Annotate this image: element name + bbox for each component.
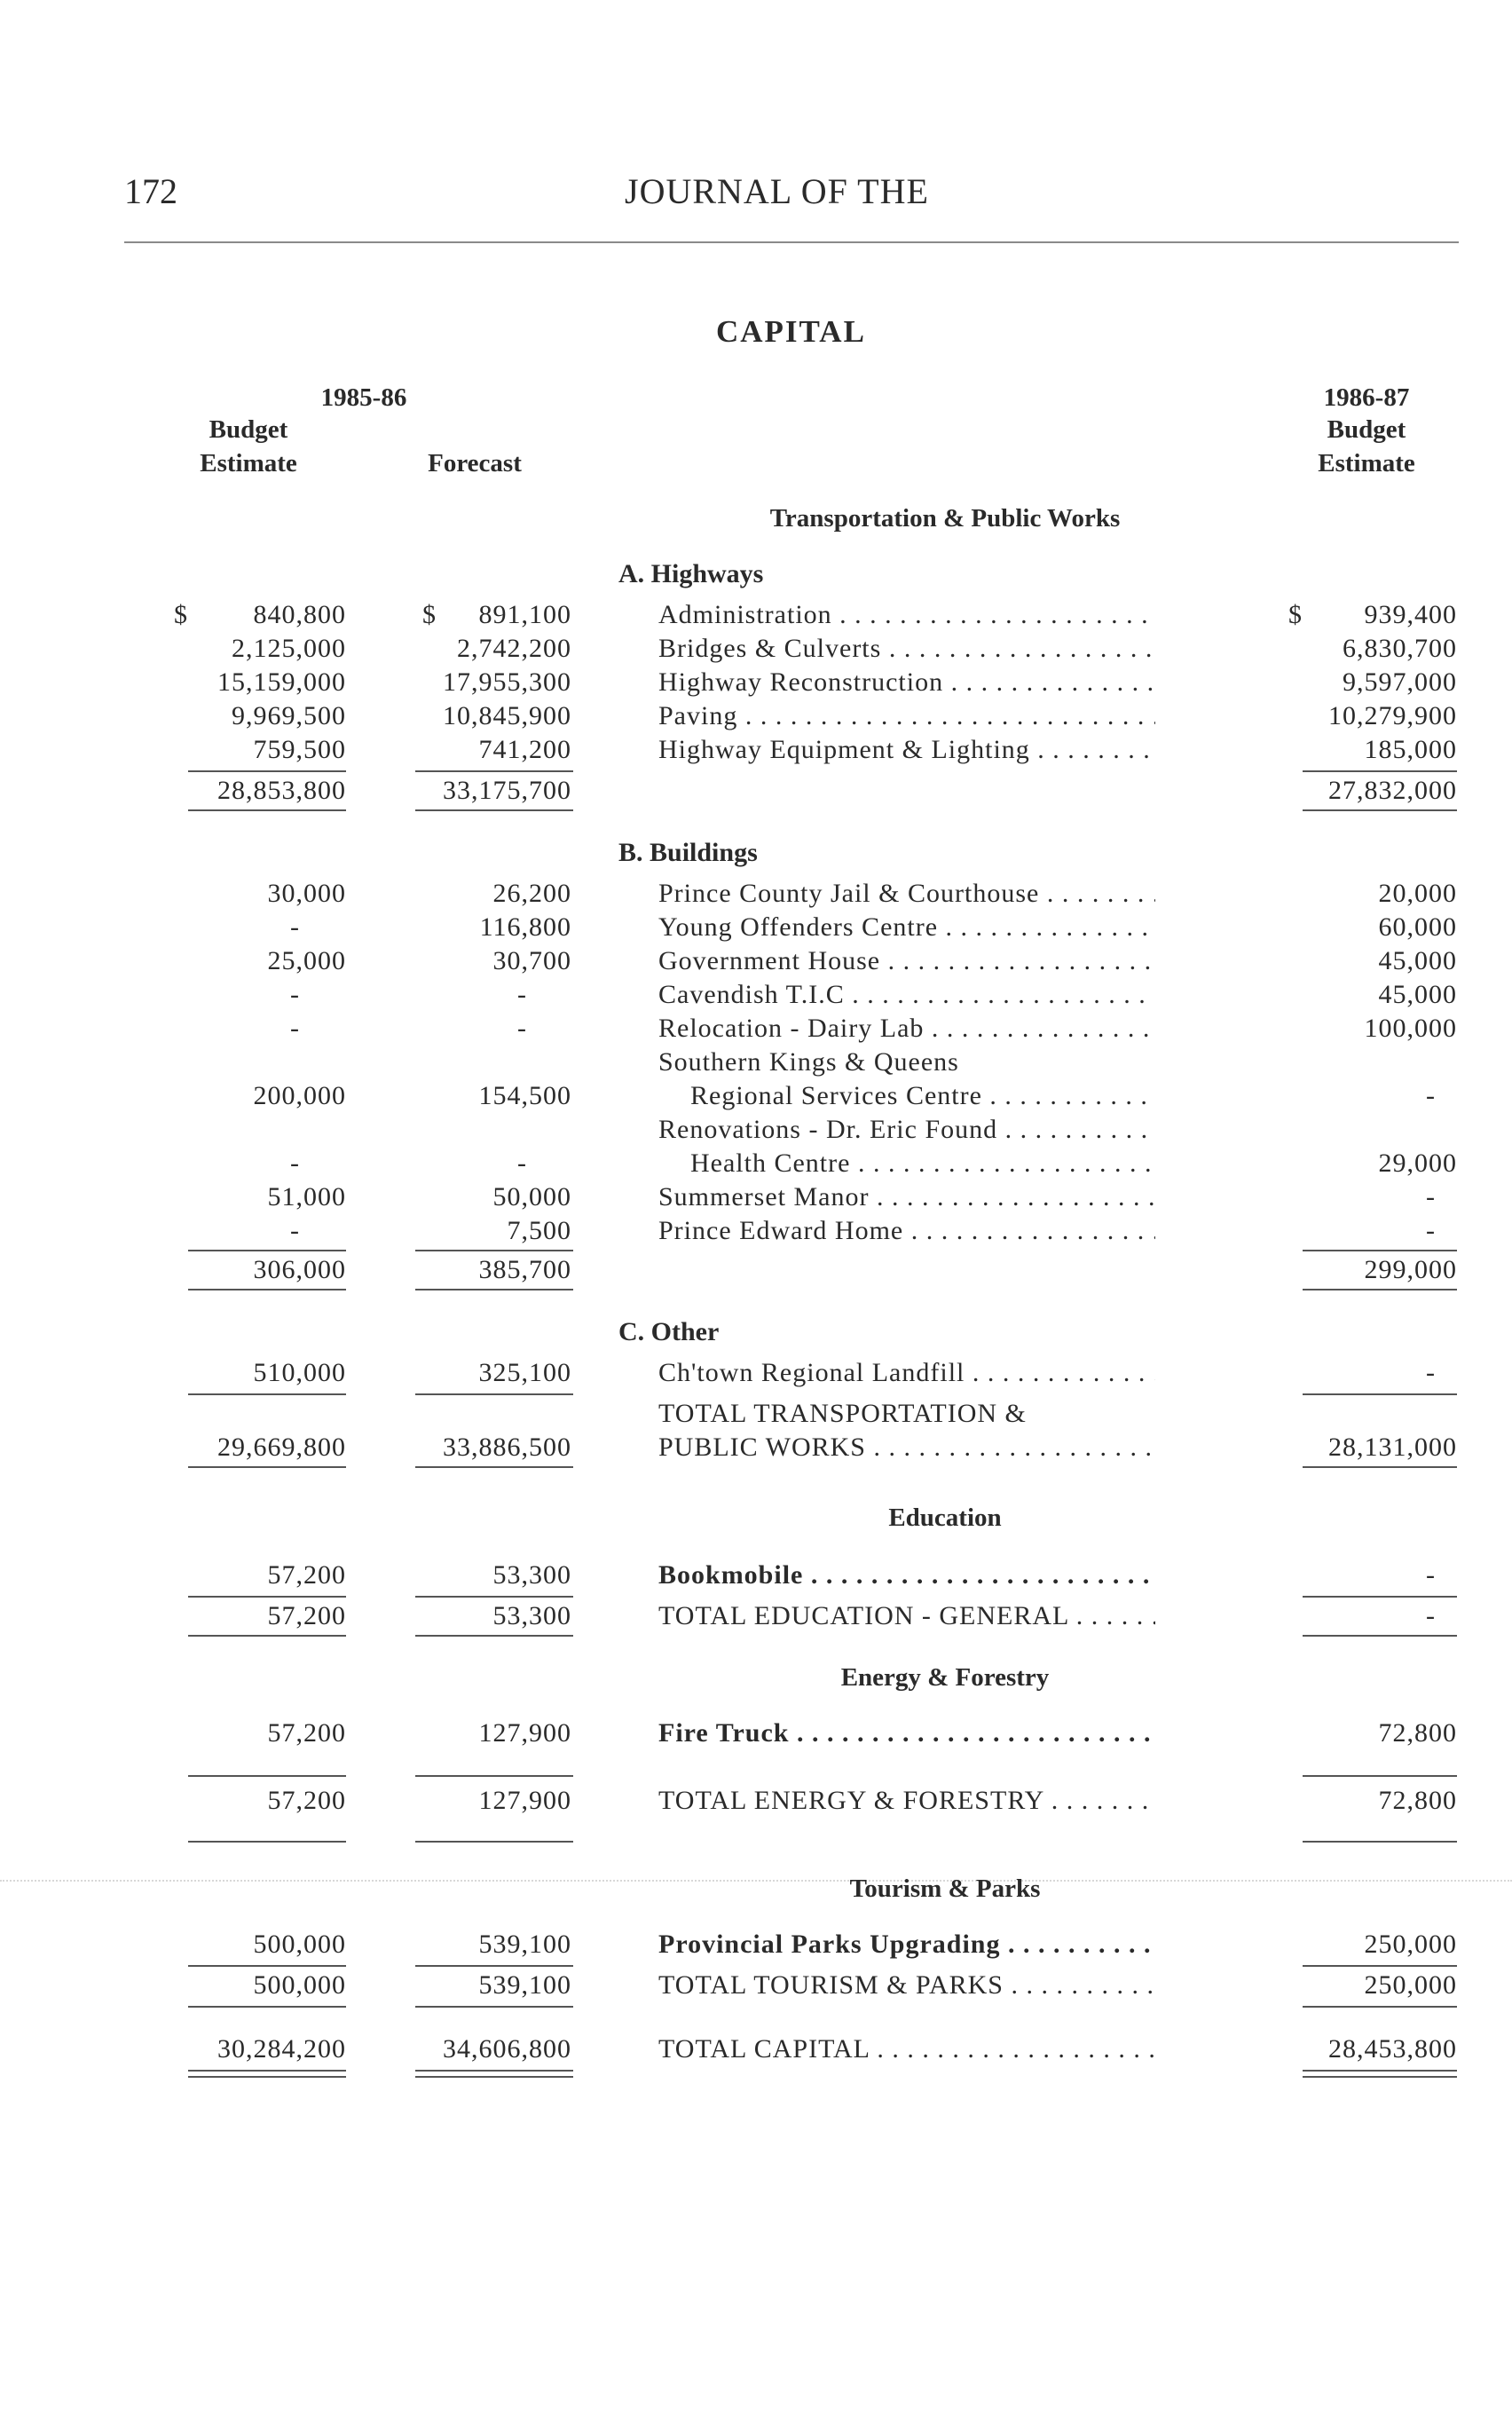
- total-rule: [1303, 2006, 1457, 2008]
- double-rule: [188, 2070, 346, 2072]
- cell-estimate-1985: 15,159,000: [217, 667, 346, 697]
- energy-total-1985: 57,200: [267, 1786, 346, 1815]
- row-label: Bridges & Culverts . . .: [658, 634, 1155, 671]
- transportation-total-1985: 29,669,800: [217, 1432, 346, 1462]
- total-rule: [188, 809, 346, 811]
- cell-estimate-1985: 500,000: [253, 1930, 346, 1959]
- transportation-total-label-line1: TOTAL TRANSPORTATION &: [658, 1399, 1027, 1428]
- cell-estimate-1986: 45,000: [1378, 980, 1457, 1009]
- column-year-1986: 1986-87: [1323, 383, 1410, 412]
- column-estimate-1985: Estimate: [200, 449, 297, 477]
- cell-forecast: 30,700: [492, 946, 571, 975]
- highways-total-1986: 27,832,000: [1328, 776, 1457, 805]
- cell-estimate-1985: 200,000: [253, 1081, 346, 1110]
- row-label: Fire Truck . . .: [658, 1718, 1155, 1756]
- subtotal-rule: [188, 1965, 346, 1967]
- cell-estimate-1985: -: [290, 1148, 300, 1178]
- total-rule: [415, 809, 573, 811]
- cell-estimate-1985: -: [290, 912, 300, 942]
- row-label: Summerset Manor . . .: [658, 1182, 1155, 1219]
- cell-estimate-1986: 939,400: [1364, 600, 1457, 629]
- transportation-total-forecast: 33,886,500: [443, 1432, 571, 1462]
- grand-total-forecast: 34,606,800: [443, 2034, 571, 2064]
- cell-estimate-1986: 20,000: [1378, 879, 1457, 908]
- row-label-line1: Renovations - Dr. Eric Found . . .: [658, 1115, 1155, 1152]
- subtotal-rule: [1303, 1596, 1457, 1598]
- row-label: Provincial Parks Upgrading . . .: [658, 1930, 1155, 1967]
- energy-total-forecast: 127,900: [478, 1786, 571, 1815]
- section-tourism-heading: Tourism & Parks: [849, 1874, 1041, 1903]
- subtotal-rule: [415, 1596, 573, 1598]
- column-forecast: Forecast: [428, 449, 522, 477]
- row-label: Young Offenders Centre . . .: [658, 912, 1155, 950]
- dollar-sign: $: [1288, 600, 1302, 629]
- dollar-sign: $: [174, 600, 187, 629]
- subtotal-rule: [1303, 1250, 1457, 1251]
- cell-estimate-1985: 25,000: [267, 946, 346, 975]
- subtotal-rule: [415, 1393, 573, 1395]
- cell-estimate-1986: 72,800: [1378, 1718, 1457, 1748]
- cell-estimate-1985: 30,000: [267, 879, 346, 908]
- education-total-1985: 57,200: [267, 1601, 346, 1630]
- highways-total-1985: 28,853,800: [217, 776, 346, 805]
- grand-total-1986: 28,453,800: [1328, 2034, 1457, 2064]
- subtotal-rule: [1303, 1775, 1457, 1777]
- page-title: CAPITAL: [716, 314, 866, 349]
- cell-forecast: -: [517, 980, 527, 1009]
- row-label: Highway Reconstruction . . .: [658, 667, 1155, 705]
- total-rule: [1303, 1289, 1457, 1290]
- cell-estimate-1985: 51,000: [267, 1182, 346, 1212]
- grand-total-1985: 30,284,200: [217, 2034, 346, 2064]
- page-number: 172: [124, 171, 177, 211]
- cell-estimate-1986: 250,000: [1364, 1930, 1457, 1959]
- cell-estimate-1985: 510,000: [253, 1358, 346, 1387]
- subtotal-rule: [188, 1250, 346, 1251]
- buildings-total-1986: 299,000: [1364, 1255, 1457, 1284]
- column-budget-1985: Budget: [209, 415, 288, 444]
- double-rule: [1303, 2070, 1457, 2072]
- dollar-sign: $: [422, 600, 436, 629]
- cell-estimate-1986: 10,279,900: [1328, 701, 1457, 730]
- cell-estimate-1986: -: [1426, 1182, 1436, 1212]
- total-rule: [415, 1289, 573, 1290]
- cell-forecast: 7,500: [507, 1216, 571, 1245]
- cell-forecast: 891,100: [478, 600, 571, 629]
- total-rule: [415, 1466, 573, 1468]
- buildings-total-forecast: 385,700: [478, 1255, 571, 1284]
- double-rule: [415, 2070, 573, 2072]
- cell-forecast: -: [517, 1014, 527, 1043]
- subtotal-rule: [415, 1775, 573, 1777]
- column-budget-1986: Budget: [1327, 415, 1406, 444]
- tourism-total-forecast: 539,100: [478, 1970, 571, 2000]
- cell-estimate-1986: 45,000: [1378, 946, 1457, 975]
- cell-estimate-1985: 759,500: [253, 735, 346, 764]
- education-total-label: TOTAL EDUCATION - GENERAL . . .: [658, 1601, 1155, 1638]
- header-rule: [124, 241, 1459, 243]
- row-label: Government House . . .: [658, 946, 1155, 983]
- row-label: Administration . . .: [658, 600, 1155, 637]
- subtotal-rule: [415, 1250, 573, 1251]
- education-total-forecast: 53,300: [492, 1601, 571, 1630]
- double-rule: [1303, 2076, 1457, 2078]
- tourism-total-1986: 250,000: [1364, 1970, 1457, 2000]
- subtotal-rule: [415, 1965, 573, 1967]
- energy-total-label: TOTAL ENERGY & FORESTRY . . .: [658, 1786, 1155, 1823]
- running-title: JOURNAL OF THE: [625, 171, 929, 211]
- row-label: Prince Edward Home . . .: [658, 1216, 1155, 1253]
- row-label: Paving . . .: [658, 701, 1155, 738]
- cell-estimate-1986: 6,830,700: [1343, 634, 1457, 663]
- total-rule: [415, 1841, 573, 1843]
- energy-total-1986: 72,800: [1378, 1786, 1457, 1815]
- total-rule: [1303, 809, 1457, 811]
- subtotal-rule: [1303, 1965, 1457, 1967]
- cell-estimate-1985: -: [290, 980, 300, 1009]
- subtotal-rule: [1303, 770, 1457, 772]
- cell-estimate-1986: 60,000: [1378, 912, 1457, 942]
- cell-estimate-1986: 100,000: [1364, 1014, 1457, 1043]
- total-rule: [1303, 1466, 1457, 1468]
- total-rule: [415, 1635, 573, 1637]
- tourism-total-1985: 500,000: [253, 1970, 346, 2000]
- cell-estimate-1985: -: [290, 1014, 300, 1043]
- subtotal-rule: [188, 1775, 346, 1777]
- total-rule: [415, 2006, 573, 2008]
- transportation-total-1986: 28,131,000: [1328, 1432, 1457, 1462]
- subsection-buildings: B. Buildings: [618, 838, 758, 867]
- row-label: Health Centre . . .: [690, 1148, 1155, 1186]
- section-education-heading: Education: [888, 1504, 1002, 1532]
- cell-estimate-1986: 185,000: [1364, 735, 1457, 764]
- subtotal-rule: [415, 770, 573, 772]
- subsection-other: C. Other: [618, 1317, 720, 1346]
- cell-estimate-1985: -: [290, 1216, 300, 1245]
- total-rule: [188, 1466, 346, 1468]
- total-rule: [1303, 1841, 1457, 1843]
- section-transportation-heading: Transportation & Public Works: [769, 504, 1121, 533]
- cell-estimate-1986: 9,597,000: [1343, 667, 1457, 697]
- double-rule: [415, 2076, 573, 2078]
- education-total-1986: -: [1426, 1601, 1436, 1630]
- double-rule: [188, 2076, 346, 2078]
- row-label: Regional Services Centre . . .: [690, 1081, 1155, 1118]
- row-label-line1: Southern Kings & Queens: [658, 1047, 959, 1077]
- cell-forecast: 127,900: [478, 1718, 571, 1748]
- cell-forecast: 2,742,200: [457, 634, 571, 663]
- total-rule: [188, 2006, 346, 2008]
- total-rule: [1303, 1635, 1457, 1637]
- tourism-total-label: TOTAL TOURISM & PARKS . . .: [658, 1970, 1155, 2008]
- cell-estimate-1985: 9,969,500: [232, 701, 346, 730]
- cell-estimate-1985: 840,800: [253, 600, 346, 629]
- total-rule: [188, 1635, 346, 1637]
- cell-estimate-1986: 29,000: [1378, 1148, 1457, 1178]
- cell-forecast: 17,955,300: [443, 667, 571, 697]
- buildings-total-1985: 306,000: [253, 1255, 346, 1284]
- row-label: Highway Equipment & Lighting . . .: [658, 735, 1155, 772]
- cell-forecast: -: [517, 1148, 527, 1178]
- subsection-highways: A. Highways: [618, 559, 764, 588]
- subtotal-rule: [188, 770, 346, 772]
- cell-forecast: 154,500: [478, 1081, 571, 1110]
- cell-forecast: 10,845,900: [443, 701, 571, 730]
- cell-forecast: 325,100: [478, 1358, 571, 1387]
- column-estimate-1986: Estimate: [1318, 449, 1415, 477]
- subtotal-rule: [188, 1596, 346, 1598]
- row-label: Cavendish T.I.C . . .: [658, 980, 1155, 1017]
- section-energy-heading: Energy & Forestry: [840, 1663, 1050, 1692]
- cell-forecast: 116,800: [479, 912, 571, 942]
- transportation-total-label: PUBLIC WORKS . . .: [658, 1432, 1155, 1470]
- cell-forecast: 50,000: [492, 1182, 571, 1212]
- cell-forecast: 53,300: [492, 1560, 571, 1590]
- column-year-1985: 1985-86: [320, 383, 407, 412]
- cell-estimate-1986: -: [1426, 1358, 1436, 1387]
- cell-estimate-1986: -: [1426, 1216, 1436, 1245]
- highways-total-forecast: 33,175,700: [443, 776, 571, 805]
- cell-forecast: 741,200: [478, 735, 571, 764]
- total-rule: [188, 1841, 346, 1843]
- cell-estimate-1986: -: [1426, 1081, 1436, 1110]
- row-label: Prince County Jail & Courthouse . . .: [658, 879, 1155, 916]
- cell-estimate-1985: 2,125,000: [232, 634, 346, 663]
- row-label: Ch'town Regional Landfill . . .: [658, 1358, 1155, 1395]
- cell-estimate-1985: 57,200: [267, 1560, 346, 1590]
- subtotal-rule: [1303, 1393, 1457, 1395]
- row-label: Bookmobile . . .: [658, 1560, 1155, 1598]
- cell-forecast: 26,200: [492, 879, 571, 908]
- cell-forecast: 539,100: [478, 1930, 571, 1959]
- cell-estimate-1986: -: [1426, 1560, 1436, 1590]
- total-rule: [188, 1289, 346, 1290]
- grand-total-label: TOTAL CAPITAL . . .: [658, 2034, 1155, 2072]
- row-label: Relocation - Dairy Lab . . .: [658, 1014, 1155, 1051]
- subtotal-rule: [188, 1393, 346, 1395]
- cell-estimate-1985: 57,200: [267, 1718, 346, 1748]
